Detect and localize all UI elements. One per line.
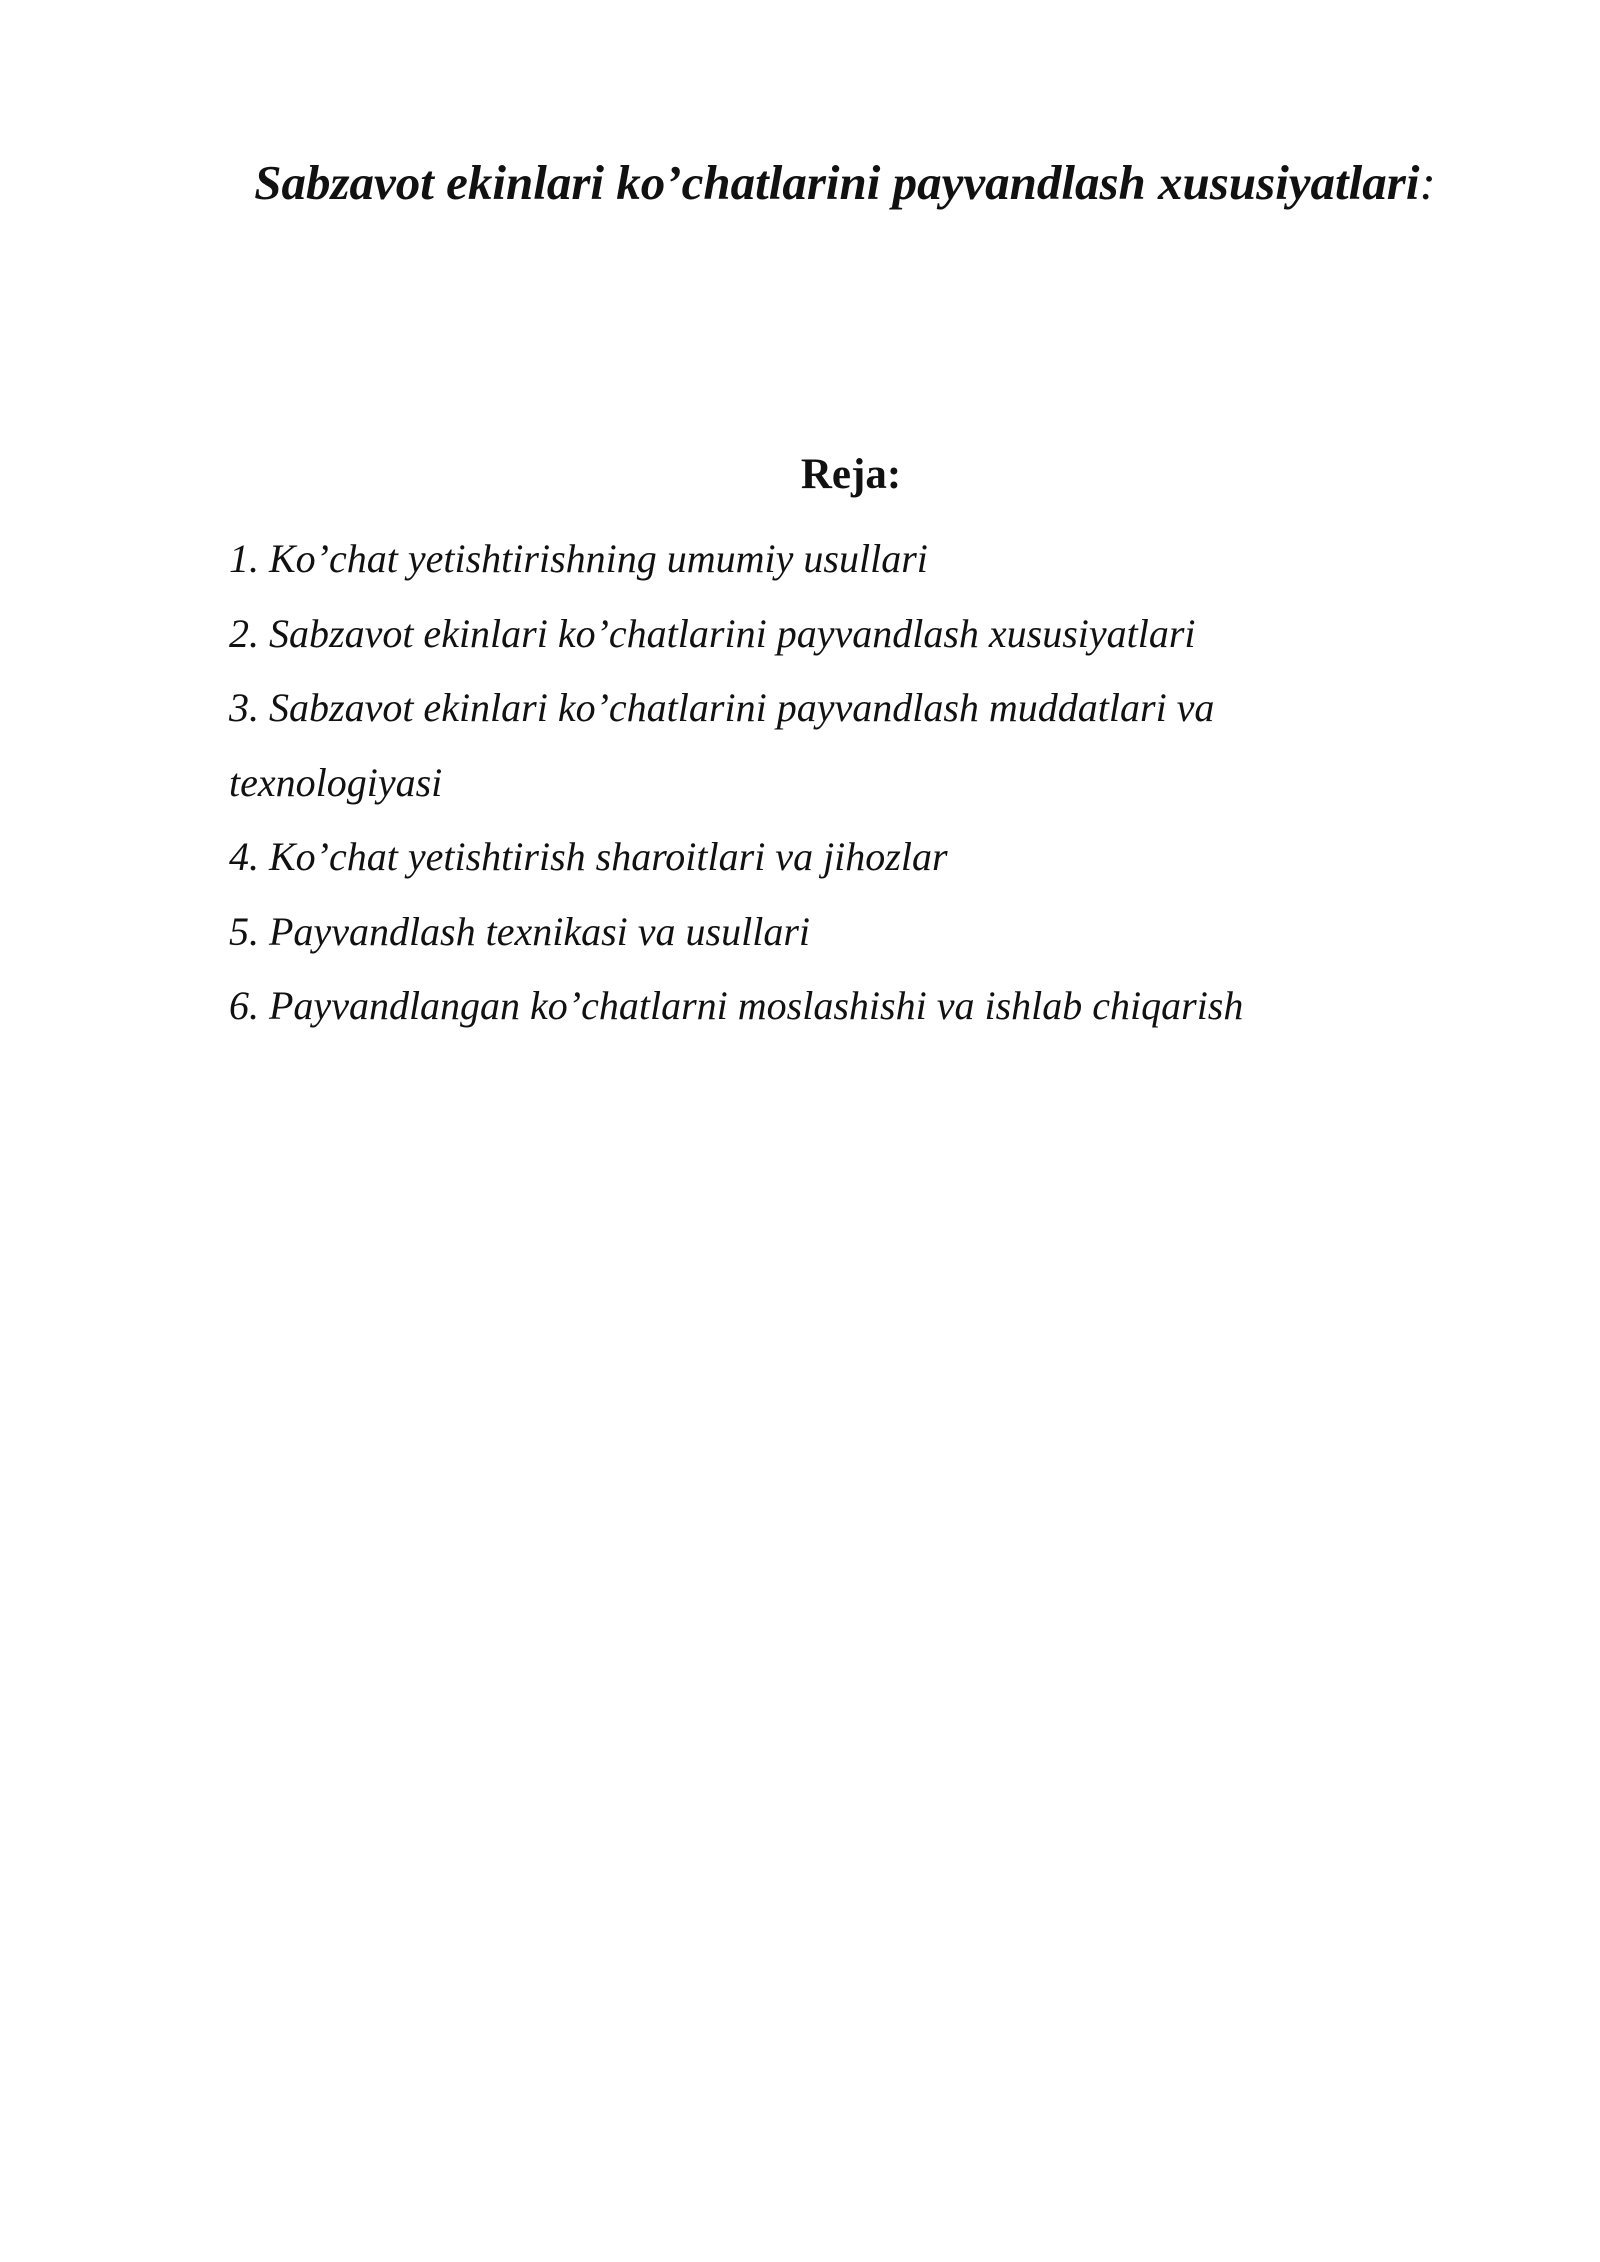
plan-item-4: 4. Ko’chat yetishtirish sharoitlari va jihozlar <box>229 834 948 879</box>
plan-item-3: 3. Sabzavot ekinlari ko’chatlarini payvandlash muddatlari va texnologiyasi <box>229 685 1215 805</box>
title-text: Sabzavot ekinlari ko’chatlarini payvandlash xususiyatlari <box>254 155 1420 210</box>
plan-item-5: 5. Payvandlash texnikasi va usullari <box>229 908 811 954</box>
document-title <box>230 150 1460 216</box>
plan-item-6: 6. Payvandlangan ko’chatlarni moslashishi va ishlab chiqarish <box>229 983 1244 1028</box>
plan-item-1: 1. Ko’chat yetishtirishning umumiy usullari <box>229 536 928 581</box>
plan-list <box>229 522 1409 1044</box>
plan-heading: Reja: <box>800 451 902 498</box>
plan-item-2: 2. Sabzavot ekinlari ko’chatlarini payvandlash xususiyatlari <box>229 610 1196 656</box>
title-colon: : <box>1419 155 1436 210</box>
